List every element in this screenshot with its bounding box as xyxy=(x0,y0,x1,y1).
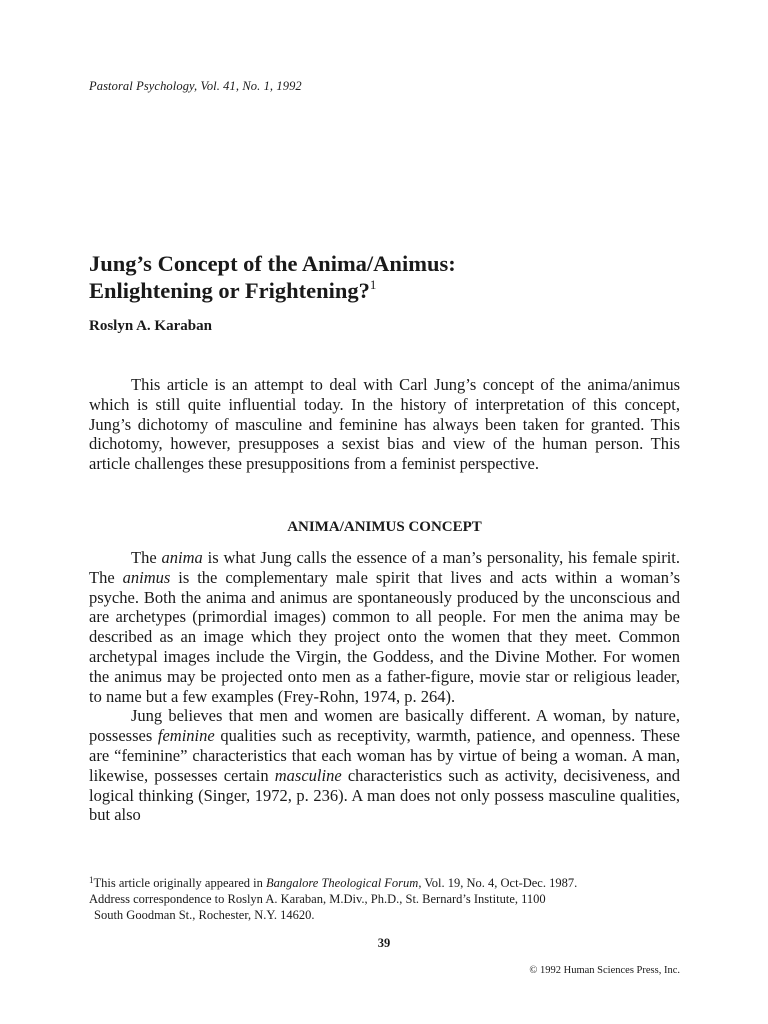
paragraph-1 xyxy=(89,548,680,706)
italic-term: animus xyxy=(122,567,171,587)
text-run: This article originally appeared in xyxy=(93,876,267,890)
title-line-2: Enlightening or Frightening? xyxy=(89,278,370,303)
text-run: characteristics such as activity, decisiveness, and logical thinking (Singer, 1972, p. 236). A man does not only possess masculine qualities, but also xyxy=(89,765,681,825)
title-footnote-marker: 1 xyxy=(369,277,377,292)
paragraph-2 xyxy=(89,706,680,825)
italic-term: masculine xyxy=(274,765,342,785)
journal-name: Bangalore Theological Forum, xyxy=(266,876,422,890)
text-run: is the complementary male spirit that lives and acts within a woman’s psyche. Both the anima and animus are spontaneously produced by the unconscious and are archetypes (primordial images) common to all people. For men the anima may be described as an image which they project onto the women that they meet. Common archetypal images include the Virgin, the Goddess, and the Divine Mother. For women the animus may be projected onto men as a father-figure, movie star or religious leader, to name but a few examples (Frey-Rohn, 1974, p. 264). xyxy=(89,567,680,706)
text-run: Vol. 19, No. 4, Oct-Dec. 1987. xyxy=(421,876,578,890)
footnote-line-3: South Goodman St., Rochester, N.Y. 14620. xyxy=(94,908,315,922)
author-name: Roslyn A. Karaban xyxy=(89,318,212,334)
italic-term: feminine xyxy=(157,726,215,746)
section-heading: ANIMA/ANIMUS CONCEPT xyxy=(287,519,482,535)
text-run: is what Jung calls the essence of a man’s personality, his female spirit. The xyxy=(89,548,680,587)
journal-citation: Pastoral Psychology, Vol. 41, No. 1, 1992 xyxy=(89,79,302,93)
page-number: 39 xyxy=(377,936,391,950)
footnote-line-1 xyxy=(89,875,681,891)
text-run: The xyxy=(131,548,162,567)
title-line-1: Jung’s Concept of the Anima/Animus: xyxy=(89,251,456,276)
text-run: Jung believes that men and women are basically different. A woman, by nature, possesses xyxy=(89,706,680,746)
abstract: This article is an attempt to deal with Carl Jung’s concept of the anima/animus which is still quite influential today. In the history of interpretation of this concept, Jung’s dichotomy of masculine and feminine has always been taken for granted. This dichotomy, however, presupposes a sexist bias and view of the human person. This article challenges these presuppositions from a feminist perspective. xyxy=(89,375,680,474)
italic-term: anima xyxy=(161,548,203,567)
text-run: qualities such as receptivity, warmth, patience, and openness. These are “feminine” characteristics that each woman has by virtue of being a woman. A man, likewise, possesses certain xyxy=(89,726,680,785)
article-title xyxy=(89,250,689,304)
copyright-notice: © 1992 Human Sciences Press, Inc. xyxy=(529,965,680,976)
footnote-line-2: Address correspondence to Roslyn A. Karaban, M.Div., Ph.D., St. Bernard’s Institute, 1100 xyxy=(89,892,546,906)
footnote xyxy=(89,875,681,923)
body-text xyxy=(89,548,680,825)
footnote-marker: 1 xyxy=(89,875,94,885)
